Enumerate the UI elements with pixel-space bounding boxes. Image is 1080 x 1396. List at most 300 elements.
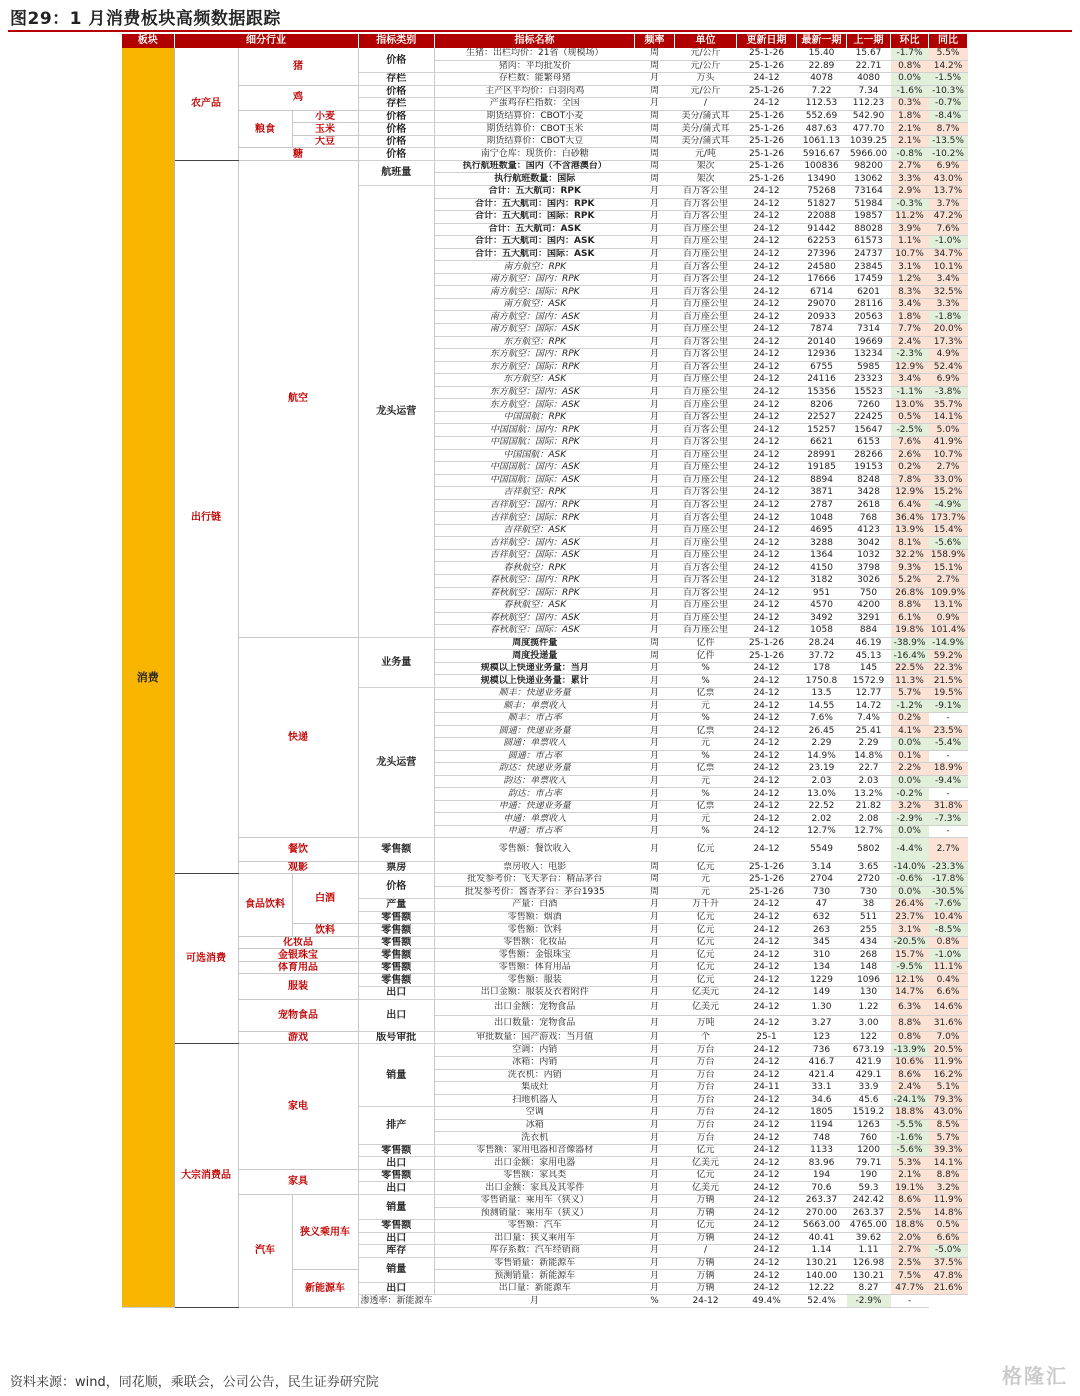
indicator-name: 洗衣机：内销 [435,1069,635,1082]
latest-value: 8206 [797,399,847,412]
category-cell: 龙头运营 [358,687,435,838]
latest-value: 5549 [797,838,847,861]
frequency: 月 [635,587,675,600]
mom-change: 0.5% [891,411,929,424]
unit: 百万客公里 [675,198,737,211]
frequency: 月 [635,537,675,550]
latest-value: 13.5 [797,687,847,700]
indicator-name: 申通：单票收入 [435,813,635,826]
indicator-name: 东方航空：ASK [435,374,635,387]
update-date: 25-1-26 [737,650,797,663]
update-date: 24-12 [737,449,797,462]
yoy-change: -30.5% [929,886,968,899]
previous-value: 8.27 [847,1282,891,1295]
yoy-change: 3.3% [929,298,968,311]
update-date: 25-1-26 [737,148,797,161]
unit: 万台 [675,1069,737,1082]
latest-value: 13.0% [797,788,847,801]
yoy-change: -3.8% [929,386,968,399]
subindustry-cell: 白酒 [292,874,358,924]
latest-value: 748 [797,1132,847,1145]
yoy-change: 14.6% [929,999,968,1015]
yoy-change: -8.5% [929,924,968,937]
latest-value: 130.21 [797,1257,847,1270]
mom-change: -1.2% [891,700,929,713]
yoy-change: 31.6% [929,1015,968,1031]
indicator-name: 期货结算价：CBOT大豆 [435,135,635,148]
unit: 元 [675,886,737,899]
unit: 百万座公里 [675,324,737,337]
header-mom: 环比 [891,34,929,48]
latest-value: 83.96 [797,1157,847,1170]
subindustry-cell: 糖 [238,148,358,161]
yoy-change: 101.4% [929,625,968,638]
update-date: 24-12 [737,487,797,500]
previous-value: 3428 [847,487,891,500]
latest-value: 1.14 [797,1245,847,1258]
update-date: 24-12 [737,336,797,349]
subindustry-cell: 化妆品 [238,936,358,949]
previous-value: 542.90 [847,110,891,123]
frequency: 月 [635,974,675,987]
previous-value: 38 [847,899,891,912]
update-date: 24-12 [737,186,797,199]
mom-change: 19.1% [891,1182,929,1195]
unit: 万辆 [675,1194,737,1207]
frequency: 月 [635,1144,675,1157]
subindustry-cell: 家具 [238,1169,358,1194]
unit: 元/公斤 [675,60,737,73]
category-cell: 零售额 [358,924,435,937]
indicator-name: 合计：五大航司：国内：RPK [435,198,635,211]
latest-value: 112.53 [797,98,847,111]
unit: 百万客公里 [675,587,737,600]
unit: 百万客公里 [675,512,737,525]
unit: 亿元 [675,1144,737,1157]
frequency: 月 [635,1282,675,1295]
previous-value: 12.77 [847,687,891,700]
frequency: 月 [635,186,675,199]
mom-change: 6.4% [891,499,929,512]
frequency: 月 [635,987,675,1000]
unit: 万台 [675,1044,737,1057]
subindustry-cell: 快递 [238,637,358,838]
previous-value: 1.11 [847,1245,891,1258]
unit: 百万客公里 [675,273,737,286]
yoy-change: 2.7% [929,838,968,861]
yoy-change: 5.7% [929,1132,968,1145]
yoy-change: 47.2% [929,211,968,224]
update-date: 24-12 [737,987,797,1000]
latest-value: 4078 [797,73,847,86]
frequency: 月 [635,936,675,949]
latest-value: 27396 [797,248,847,261]
previous-value: 20563 [847,311,891,324]
yoy-change: 6.9% [929,160,968,173]
unit: 百万客公里 [675,574,737,587]
latest-value: 5663.00 [797,1220,847,1233]
update-date: 24-11 [737,1082,797,1095]
indicator-name: 春秋航空：国际：ASK [435,625,635,638]
frequency: 月 [635,763,675,776]
previous-value: 4765.00 [847,1220,891,1233]
mom-change: 10.7% [891,248,929,261]
update-date: 24-12 [737,675,797,688]
mom-change: -2.9% [847,1295,891,1308]
mom-change: 22.5% [891,662,929,675]
category-cell: 零售额 [358,1169,435,1182]
source-note: 资料来源：wind，同花顺，乘联会，公司公告，民生证券研究院 [10,1375,379,1390]
frequency: 月 [635,750,675,763]
update-date: 24-12 [737,1220,797,1233]
indicator-name: 中国国航：RPK [435,411,635,424]
mom-change: 0.8% [891,60,929,73]
previous-value: 19857 [847,211,891,224]
previous-value: 51984 [847,198,891,211]
yoy-change: - [929,825,968,838]
frequency: 月 [635,261,675,274]
yoy-change: -1.5% [929,73,968,86]
latest-value: 19185 [797,462,847,475]
previous-value: 421.9 [847,1056,891,1069]
category-cell: 产量 [358,899,435,912]
indicator-name: 南方航空：国际：ASK [435,324,635,337]
update-date: 24-12 [737,223,797,236]
category-cell: 零售额 [358,1144,435,1157]
previous-value: 3026 [847,574,891,587]
indicator-name: 零售额：金银珠宝 [435,949,635,962]
update-date: 25-1-26 [737,60,797,73]
yoy-change: 32.5% [929,286,968,299]
indicator-name: 零售销量：乘用车（狭义） [435,1194,635,1207]
frequency: 月 [635,1132,675,1145]
indicator-name: 南方航空：ASK [435,298,635,311]
table-row [122,48,968,60]
mom-change: -9.5% [891,961,929,974]
yoy-change: 2.7% [929,462,968,475]
update-date: 24-12 [737,800,797,813]
mom-change: 32.2% [891,549,929,562]
update-date: 24-12 [737,612,797,625]
header-subindustry: 细分行业 [174,34,358,48]
latest-value: 2.29 [797,738,847,751]
latest-value: 100836 [797,160,847,173]
unit: 亿元 [675,911,737,924]
frequency: 月 [635,1157,675,1170]
yoy-change: 10.7% [929,449,968,462]
unit: 亿元 [675,1169,737,1182]
indicator-name: 中国国航：ASK [435,449,635,462]
frequency: 月 [635,98,675,111]
previous-value: 126.98 [847,1257,891,1270]
table-row [122,1194,968,1207]
yoy-change: 34.7% [929,248,968,261]
yoy-change: -23.3% [929,861,968,874]
latest-value: 15356 [797,386,847,399]
mom-change: -1.6% [891,85,929,98]
latest-value: 3871 [797,487,847,500]
previous-value: 130.21 [847,1270,891,1283]
previous-value: 477.70 [847,123,891,136]
frequency: 月 [635,625,675,638]
update-date: 24-12 [737,1132,797,1145]
indicator-name: 空调 [435,1107,635,1120]
unit: 元 [675,775,737,788]
latest-value: 194 [797,1169,847,1182]
frequency: 月 [635,1232,675,1245]
update-date: 24-12 [737,248,797,261]
unit: 亿元 [675,949,737,962]
unit: 百万座公里 [675,374,737,387]
unit: 百万座公里 [675,537,737,550]
update-date: 24-12 [737,524,797,537]
update-date: 24-12 [737,1056,797,1069]
figure-title: 图29：1 月消费板块高频数据跟踪 [10,9,281,29]
frequency: 周 [635,160,675,173]
latest-value: 28991 [797,449,847,462]
frequency: 月 [635,662,675,675]
yoy-change: 6.6% [929,987,968,1000]
frequency: 月 [635,349,675,362]
previous-value: 33.9 [847,1082,891,1095]
previous-value: 61573 [847,236,891,249]
yoy-change: 6.9% [929,374,968,387]
yoy-change: - [929,788,968,801]
mom-change: 5.7% [891,687,929,700]
mom-change: 6.1% [891,612,929,625]
latest-value: 3.27 [797,1015,847,1031]
latest-value: 140.00 [797,1270,847,1283]
update-date: 24-12 [737,1144,797,1157]
table-row [122,160,968,173]
subindustry-cell: 观影 [238,861,358,874]
latest-value: 22527 [797,411,847,424]
category-cell: 出口 [358,1282,435,1295]
category-cell: 零售额 [358,936,435,949]
category-cell: 销量 [358,1194,435,1219]
update-date: 24-12 [675,1295,737,1308]
previous-value: 6153 [847,436,891,449]
unit: % [675,750,737,763]
previous-value: 112.23 [847,98,891,111]
unit: 万台 [675,1107,737,1120]
frequency: 周 [635,173,675,186]
mom-change: 26.4% [891,899,929,912]
frequency: 月 [635,800,675,813]
indicator-name: 出口量：新能源车 [435,1282,635,1295]
table-row [122,936,968,949]
category-cell: 航班量 [358,160,435,185]
indicator-name: 存栏数：能繁母猪 [435,73,635,86]
indicator-name: 春秋航空：国际：RPK [435,587,635,600]
update-date: 24-12 [737,411,797,424]
previous-value: 884 [847,625,891,638]
frequency: 周 [635,60,675,73]
unit: 万吨 [675,1015,737,1031]
previous-value: 750 [847,587,891,600]
indicator-name: 吉祥航空：国际：ASK [435,549,635,562]
table-row [122,1031,968,1044]
unit: 百万座公里 [675,449,737,462]
previous-value: 15647 [847,424,891,437]
frequency: 月 [635,474,675,487]
mom-change: 0.0% [891,775,929,788]
latest-value: 49.4% [737,1295,797,1308]
previous-value: 1200 [847,1144,891,1157]
yoy-change: -7.3% [929,813,968,826]
mom-change: -2.3% [891,349,929,362]
unit: 百万座公里 [675,248,737,261]
yoy-change: 11.1% [929,961,968,974]
unit: % [675,788,737,801]
table-row [122,1169,968,1182]
yoy-change: 21.6% [929,1282,968,1295]
yoy-change: 0.8% [929,936,968,949]
mom-change: -0.3% [891,198,929,211]
subindustry-cell: 狭义乘用车 [292,1194,358,1269]
mom-change: 13.0% [891,399,929,412]
unit: 百万客公里 [675,349,737,362]
frequency: 周 [635,48,675,60]
unit: 元 [675,874,737,887]
update-date: 24-12 [737,474,797,487]
unit: 百万客公里 [675,411,737,424]
update-date: 24-12 [737,1257,797,1270]
indicator-name: 春秋航空：国内：ASK [435,612,635,625]
update-date: 24-12 [737,424,797,437]
yoy-change: 13.7% [929,186,968,199]
previous-value: 3798 [847,562,891,575]
update-date: 24-12 [737,73,797,86]
update-date: 24-12 [737,462,797,475]
yoy-change: 15.2% [929,487,968,500]
update-date: 24-12 [737,499,797,512]
latest-value: 1061.13 [797,135,847,148]
mom-change: 2.5% [891,1207,929,1220]
frequency: 月 [635,574,675,587]
mom-change: 3.2% [891,800,929,813]
update-date: 24-12 [737,374,797,387]
category-cell: 销量 [358,1257,435,1282]
unit: 百万座公里 [675,223,737,236]
latest-value: 1194 [797,1119,847,1132]
previous-value: 7.34 [847,85,891,98]
previous-value: 5966.00 [847,148,891,161]
mom-change: 26.8% [891,587,929,600]
yoy-change: 20.5% [929,1044,968,1057]
category-cell: 价格 [358,110,435,123]
update-date: 24-12 [737,1107,797,1120]
previous-value: 13234 [847,349,891,362]
indicator-name: 韵达：快递业务量 [435,763,635,776]
yoy-change: 158.9% [929,549,968,562]
unit: 亿美元 [675,1157,737,1170]
frequency: 月 [635,549,675,562]
frequency: 月 [635,1069,675,1082]
unit: 百万客公里 [675,286,737,299]
mom-change: 0.2% [891,712,929,725]
update-date: 25-1-26 [737,48,797,60]
latest-value: 134 [797,961,847,974]
previous-value: 145 [847,662,891,675]
header-update-date: 更新日期 [737,34,797,48]
update-date: 24-12 [737,1245,797,1258]
category-cell: 出口 [358,987,435,1000]
indicator-name: 东方航空：国际：ASK [435,399,635,412]
update-date: 24-12 [737,687,797,700]
subindustry-cell: 汽车 [238,1194,292,1307]
mom-change: 2.1% [891,135,929,148]
indicator-name: 春秋航空：RPK [435,562,635,575]
update-date: 24-12 [737,298,797,311]
latest-value: 33.1 [797,1082,847,1095]
unit: 百万座公里 [675,612,737,625]
indicator-name: 生猪：出栏均价：21省（规模场） [435,48,635,60]
indicator-name: 南方航空：国内：RPK [435,273,635,286]
yoy-change: 3.2% [929,1182,968,1195]
mom-change: 5.3% [891,1157,929,1170]
frequency: 月 [635,248,675,261]
category-cell: 销量 [358,1044,435,1107]
indicator-name: 周度投递量 [435,650,635,663]
mom-change: 2.4% [891,1082,929,1095]
update-date: 25-1-26 [737,135,797,148]
mom-change: 8.3% [891,286,929,299]
update-date: 24-12 [737,574,797,587]
unit: 美分/蒲式耳 [675,135,737,148]
frequency: 月 [635,838,675,861]
mom-change: 2.6% [891,449,929,462]
latest-value: 1805 [797,1107,847,1120]
indicator-name: 吉祥航空：RPK [435,487,635,500]
latest-value: 2.03 [797,775,847,788]
previous-value: 2.29 [847,738,891,751]
latest-value: 421.4 [797,1069,847,1082]
frequency: 月 [635,512,675,525]
previous-value: 2.03 [847,775,891,788]
table-row [122,1044,968,1057]
frequency: 月 [435,1295,635,1308]
unit: 亿美元 [675,999,737,1015]
category-cell: 业务量 [358,637,435,687]
yoy-change: 5.5% [929,48,968,60]
indicator-name: 冰箱：内销 [435,1056,635,1069]
subindustry-cell: 体育用品 [238,961,358,974]
update-date: 24-12 [737,788,797,801]
mom-change: -14.0% [891,861,929,874]
table-row [122,949,968,962]
category-cell: 排产 [358,1107,435,1145]
frequency: 月 [635,424,675,437]
unit: % [675,662,737,675]
update-date: 24-12 [737,211,797,224]
indicator-name: 零售销量：新能源车 [435,1257,635,1270]
latest-value: 14.9% [797,750,847,763]
latest-value: 12.22 [797,1282,847,1295]
yoy-change: -9.4% [929,775,968,788]
yoy-change: 11.9% [929,1194,968,1207]
update-date: 24-12 [737,1169,797,1182]
frequency: 月 [635,1207,675,1220]
mom-change: 8.6% [891,1069,929,1082]
latest-value: 552.69 [797,110,847,123]
previous-value: 15523 [847,386,891,399]
category-cell: 价格 [358,874,435,899]
header-unit: 单位 [675,34,737,48]
frequency: 月 [635,273,675,286]
previous-value: 7314 [847,324,891,337]
indicator-name: 出口数量：宠物食品 [435,1015,635,1031]
